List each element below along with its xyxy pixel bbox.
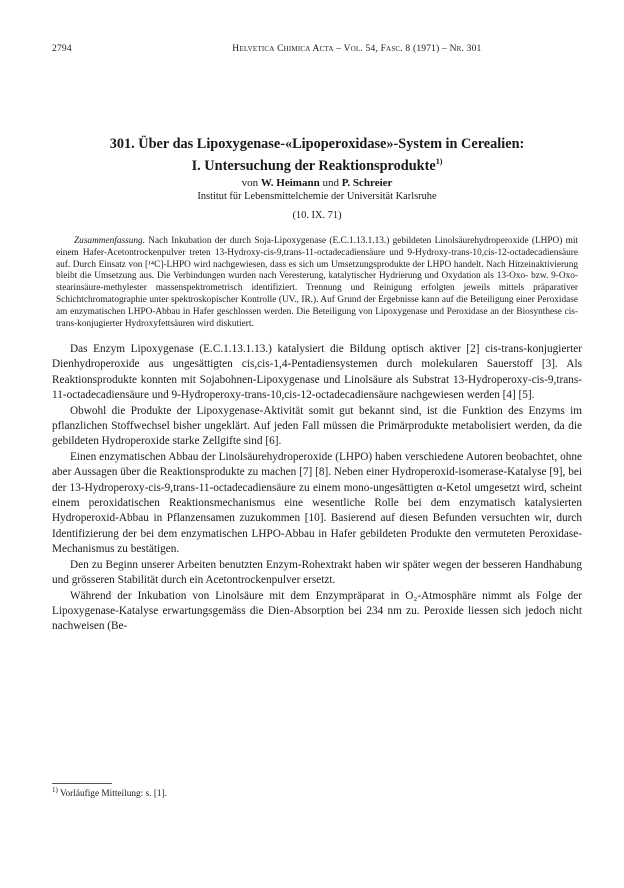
page-number: 2794 — [52, 44, 72, 54]
authors: von W. Heimann und P. Schreier — [241, 176, 393, 189]
paragraph-3: Einen enzymatischen Abbau der Linolsäurehydroperoxide (LHPO) haben verschiedene Autoren beobachtet, ohne aber Aussagen über die Reaktionsprodukte zu machen [7] [8]. Neben einer Hydroperoxid-isomerase-Katalyse [9], bei der 13-Hydroperoxy-cis-9,trans-11-octadecadiensäure zu einem mono-ungesättigten α-Ketol umgesetzt wird, scheint einem peroxidatischen Reaktionsmechanismus eine wesentliche Rolle bei dem enzymatisch katalysierten Hydroperoxid-Abbau in Pflanzensamen zuzukommen [10]. Basierend auf diesen Befunden versuchten wir, durch Identifizierung der bei dem enzymatischen LHPO-Abbau in Hafer gebildeten Produkte den vermuteten Peroxidase-Mechanismus zu bestätigen. — [52, 450, 582, 556]
title-line-2: I. Untersuchung der Reaktionsprodukte$^{1)}$ — [191, 157, 443, 174]
page — [52, 44, 582, 635]
journal-reference: Helvetica Chimica Acta – Vol. 54, Fasc. 8 (1971) – Nr. 301 — [232, 44, 482, 54]
paragraph-5: Während der Inkubation von Linolsäure mit dem Enzympräparat in O₂-Atmosphäre nimmt als Folge der Lipoxygenase-Katalyse erwartungsgemäss die Dien-Absorption bei 234 nm zu. Peroxide liessen sich jedoch nicht nachweisen (Be- — [52, 589, 582, 633]
author-2: P. Schreier — [341, 176, 393, 189]
footnote-text: Vorläufige Mitteilung: s. [1]. — [60, 789, 167, 800]
paragraph-2: Obwohl die Produkte der Lipoxygenase-Aktivität somit gut bekannt sind, ist die Funktion des Enzyms im pflanzlichen Stoffwechsel bisher ungeklärt. Auf jeden Fall müssen die Primärprodukte metabolisiert werden, da die gebildeten Hydroperoxide starke Zellgifte sind [6]. — [52, 404, 582, 448]
received-date: (10. IX. 71) — [292, 209, 342, 221]
article-title — [52, 136, 582, 175]
author-1: W. Heimann — [260, 176, 320, 189]
institute: Institut für Lebensmittelchemie der Universität Karlsruhe — [197, 190, 437, 202]
body-text — [52, 342, 582, 635]
abstract-label: Zusammenfassung. — [74, 235, 146, 246]
abstract — [56, 236, 578, 331]
title-footnote-mark: 1) — [435, 157, 443, 166]
footnote-mark: 1) — [52, 786, 58, 794]
paragraph-4: Den zu Beginn unserer Arbeiten benutzten Enzym-Rohextrakt haben wir später wegen der besseren Handhabung und grösseren Stabilität durch ein Acetontrockenpulver ersetzt. — [52, 558, 582, 587]
abstract-text: Nach Inkubation der durch Soja-Lipoxygenase (E.C.1.13.1.13.) gebildeten Linolsäurehydroperoxide (LHPO) mit einem Hafer-Acetontrockenpulver treten 13-Hydroxy-cis-9,trans-11-octadecadiensäure und 9-Hydroxy-trans-10,cis-12-octadecadiensäure auf. Durch Einsatz von [¹⁴C]-LHPO wird nachgewiesen, dass es sich um Umsetzungsprodukte der LHPO handelt. Nach Hitzeinaktivierung bleibt die Umsetzung aus. Die Verbindungen wurden nach Veresterung, katalytischer Hydrierung und Oxydation als 13-Oxo- bzw. 9-Oxo-stearinsäure-methylester massenspektrometrisch identifiziert. Trennung und Reinigung erfolgten jeweils mittels präparativer Schichtchromatographie unter spektroskopischer Kontrolle (UV., IR.). Auf Grund der Ergebnisse kann auf die Beteiligung einer Peroxidase am enzymatischen LHPO-Abbau in Hafer geschlossen werden. Die Beteiligung von Lipoxygenase und Peroxidase an der Biosynthese cis-trans-konjugierter Hydroxyfettsäuren wird diskutiert. — [56, 235, 578, 330]
footnote — [52, 786, 167, 799]
running-head — [52, 44, 582, 54]
paragraph-1: Das Enzym Lipoxygenase (E.C.1.13.1.13.) katalysiert die Bildung optisch aktiver [2] cis-trans-konjugierter Dienhydroperoxide aus ungesättigten cis,cis-1,4-Pentadiensystemen durch molekularen Sauerstoff [3]. Als Reaktionsprodukte konnten mit Sojabohnen-Lipoxygenase und Linolsäure als Substrat 13-Hydroperoxy-cis-9,trans-11-octadecadiensäure und 9-Hydroperoxy-trans-10,cis-12-octadecadiensäure nachgewiesen werden [4] [5]. — [52, 343, 582, 402]
footnote-rule — [52, 783, 112, 784]
title-line-1: 301. Über das Lipoxygenase-«Lipoperoxidase»-System in Cerealien: — [109, 136, 525, 152]
